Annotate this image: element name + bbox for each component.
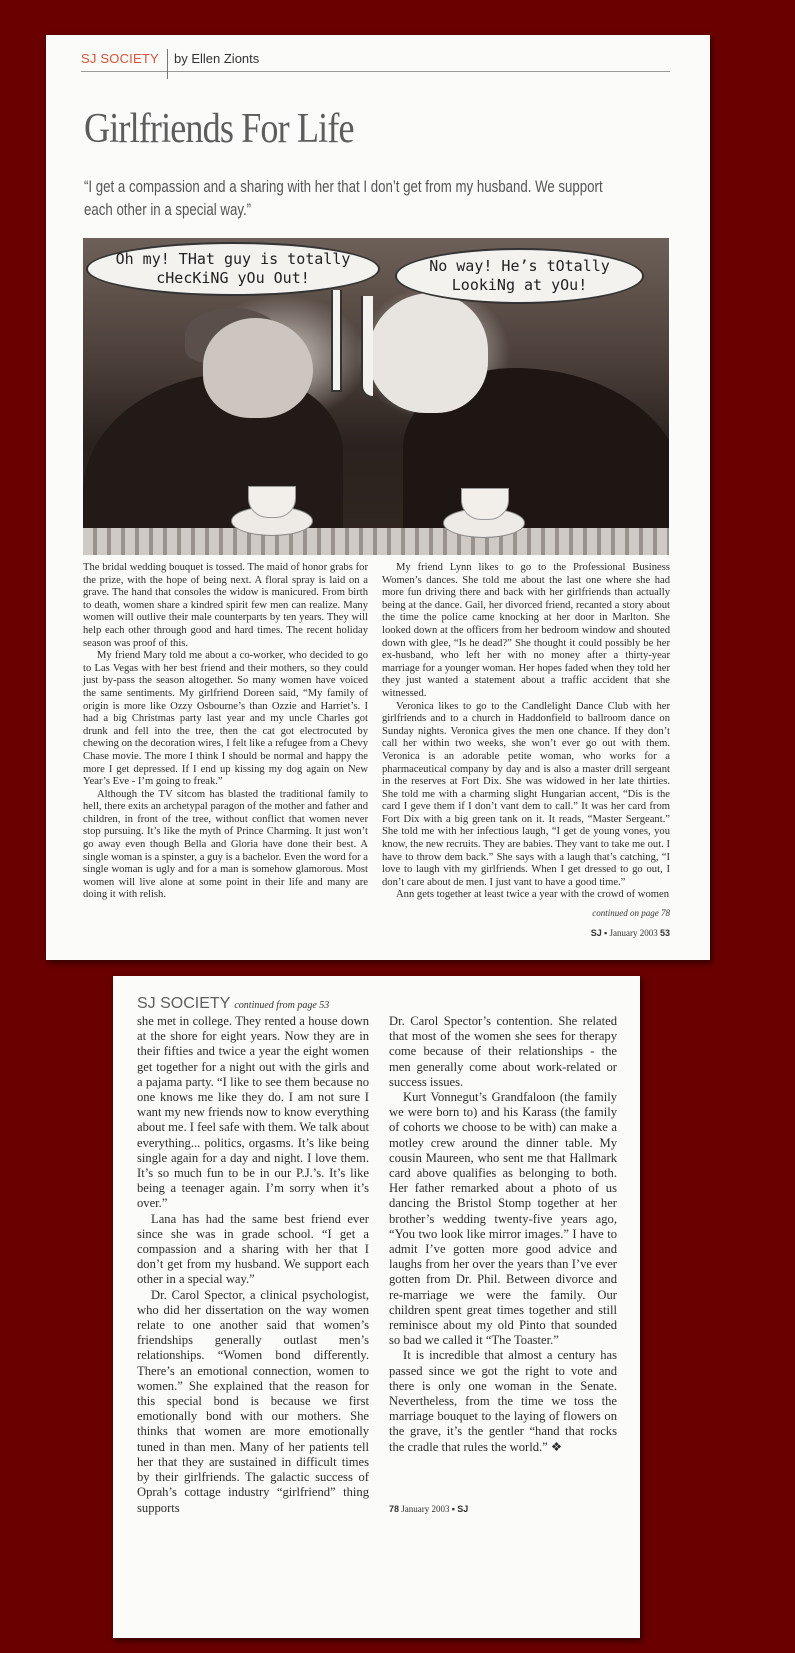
speech-tail-right <box>361 296 373 398</box>
magazine-page-78 <box>113 976 640 1638</box>
speech-bubble-left: Oh my! THat guy is totally cHecKiNG yOu Out! <box>86 242 380 296</box>
folio-separator: ▪ <box>451 1504 455 1514</box>
paragraph: The bridal wedding bouquet is tossed. The maid of honor grabs for the prize, with the hope of being next. A floral spray is laid on a grave. The hand that consoles the widow is manicured. From birth to death, women share a kindred spirit few men can realize. Many women will outlive their male counterparts by ten years. They will help each other through good and hard times. The recent holiday season was proof of this. <box>83 562 368 649</box>
folio-page-number: 78 <box>389 1504 400 1514</box>
section-label: SJ SOCIETY <box>137 995 231 1012</box>
section-header <box>137 995 329 1013</box>
paragraph: My friend Lynn likes to go to the Professional Business Women’s dances. She told me about the last one where she had more fun driving there and back with her girlfriends than actually being at the dance. Gail, her divorced friend, recanted a story about the time the police came knocking at her door in Marlton. She looked down at the officers from her bedroom window and shouted down with glee, “Is he dead?” She thought it could possibly be her ex-husband, who left her with no money after a thirty-year marriage for a younger woman. Her hopes faded when they told her they just wanted a statement about a traffic accident that she witnessed. <box>382 562 670 699</box>
paragraph: Veronica likes to go to the Candlelight Dance Club with her girlfriends and to a church in Haddonfield to ballroom dance on Sunday nights. Veronica gives the men one chance. If they don’t call her within two weeks, she won’t ever go out with them. Veronica is an adorable petite woman, who works for a pharmaceutical company by day and is also a master drill sergeant in the reserves at Fort Dix. She was widowed in her late thirties. She told me with a charming slight Hungarian accent, “Dis is the card I geve them if I don’t vant dem to call.” It was her card from Fort Dix with a big green tank on it. It reads, “Master Sergeant.” She told me with her infectious laugh, “I get de young vones, you know, the new recruits. They are babies. They vant to take me out. I have to throw dem back.” She says with a laugh that’s catching, “I love to laugh vith my girlfriends. When I get dressed to go out, I don’t care about de men. I just vant to have a good time.” <box>382 700 670 888</box>
folio-date: January 2003 <box>401 1504 450 1514</box>
header-divider <box>167 49 168 79</box>
paragraph: she met in college. They rented a house down at the shore for eight years. Now they are in their fifties and twice a year the eight women get together for a night out with the girls and a pajama party. “I like to see them because no one knows me like they do. I am not sure I want my new friends now to know everything about me. I feel safe with them. We talk about everything... politics, orgasms. It’s like being single again for a day and night. I love them. It’s so much fun to be in our P.J.’s. It’s like being a teenager again. I’m sorry when it’s over.” <box>137 1014 370 1211</box>
folio-separator: ▪ <box>604 928 608 938</box>
column-1 <box>83 562 368 902</box>
section-header <box>81 49 670 72</box>
continued-from-note: continued from page 53 <box>234 1000 330 1011</box>
folio-brand: SJ <box>457 1504 469 1514</box>
page-folio <box>591 928 670 938</box>
article-photo <box>83 238 669 555</box>
paragraph: Although the TV sitcom has blasted the traditional family to hell, there exits an archetypal paragon of the mother and father and children, in front of the tree, without conflict that women never stop pursuing. It’s like the myth of Prince Charming. It just won’t go away even though Bella and Gloria have done their best. A single woman is a spinster, a guy is a bachelor. Even the word for a single woman is ugly and for a man is somehow glamorous. Most women will live alone at some point in their life and many are doing it with relish. <box>83 788 368 901</box>
article-title: Girlfriends For Life <box>84 106 354 152</box>
speech-bubble-right: No way! He’s tOtally LookiNg at yOu! <box>395 248 644 304</box>
magazine-page-53 <box>46 35 710 960</box>
photo-head-left <box>203 318 313 418</box>
pull-quote: “I get a compassion and a sharing with her that I don’t get from my husband. We support each other in a special way.” <box>84 177 603 219</box>
byline: by Ellen Zionts <box>174 51 260 66</box>
page-folio <box>389 1504 468 1514</box>
photo-head-right <box>368 293 488 413</box>
paragraph: My friend Mary told me about a co-worker, who decided to go to Las Vegas with her best friend and their mothers, so they could just by-pass the season altogether. So many women have voiced the same sentiments. My girlfriend Doreen said, “My family of origin is more like Ozzy Osbourne’s than Ozzie and Harriet’s. I had a big Christmas party last year and my uncle Charles got drunk and fell into the tree, then the cat got electrocuted by chewing on the decoration wires, I felt like a refugee from a Chevy Chase movie. The more I think I should be normal and happy the more I get depressed. If I end up kissing my dog again on New Year’s Eve - I’m going to freak.” <box>83 650 368 788</box>
paragraph: Ann gets together at least twice a year with the crowd of women <box>396 889 669 901</box>
section-label: SJ SOCIETY <box>81 51 159 66</box>
column-2 <box>389 1014 617 1455</box>
column-1 <box>137 1014 369 1516</box>
photo-tablecloth <box>83 528 669 555</box>
paragraph: It is incredible that almost a century has passed since we got the right to vote and there is only one woman in the Senate. Nevertheless, from the time we toss the marriage bouquet to the laying of flowers on the grave, it’s the gentler “hand that rocks the cradle that rules the world.” ❖ <box>389 1348 617 1454</box>
folio-date: January 2003 <box>609 928 658 938</box>
continued-note: continued on page 78 <box>592 908 670 918</box>
paragraph: Lana has had the same best friend ever since she was in grade school. “I get a compassion and a sharing with her that I don’t get from my husband. We support each other in a special way.” <box>137 1211 369 1287</box>
speech-tail-left <box>331 290 342 392</box>
teacup-right-icon <box>461 488 509 520</box>
teacup-left-icon <box>248 486 296 518</box>
folio-page-number: 53 <box>659 928 670 938</box>
paragraph: Dr. Carol Spector, a clinical psychologist, who did her dissertation on the way women relate to one another said that women’s friendships generally outlast men’s relationships. “Women bond differently. There’s an emotional connection, women to women.” She explained that the reason for this special bond is because we first emotionally bond with our mothers. She thinks that women are more emotionally tuned in than men. Many of her patients tell her that they are sustained in difficult times by their girlfriends. The galactic success of Oprah’s cottage industry “girlfriend” thing supports <box>137 1287 369 1515</box>
paragraph: Kurt Vonnegut’s Grandfaloon (the family we were born to) and his Karass (the family of cohorts we choose to be with) can make a motley crew around the dinner table. My cousin Maureen, who sent me that Hallmark card above qualifies as belonging to both. Her father remarked about a photo of us dancing the Bristol Stomp together at her brother’s wedding twenty-five years ago, “You two look like mirror images.” I have to admit I’ve gotten more good advice and laughs from her over the years than I’ve ever gotten from Dr. Phil. Between divorce and re-marriage we were the family. Our children spent great times together and still reminisce about my old Pinto that sounded so bad we called it “The Toaster.” <box>389 1090 617 1348</box>
column-2 <box>382 562 670 902</box>
folio-brand: SJ <box>590 928 602 938</box>
paragraph: Dr. Carol Spector’s contention. She related that most of the women she sees for therapy come because of their relationships - the men generally come about work-related or success issues. <box>389 1014 617 1089</box>
